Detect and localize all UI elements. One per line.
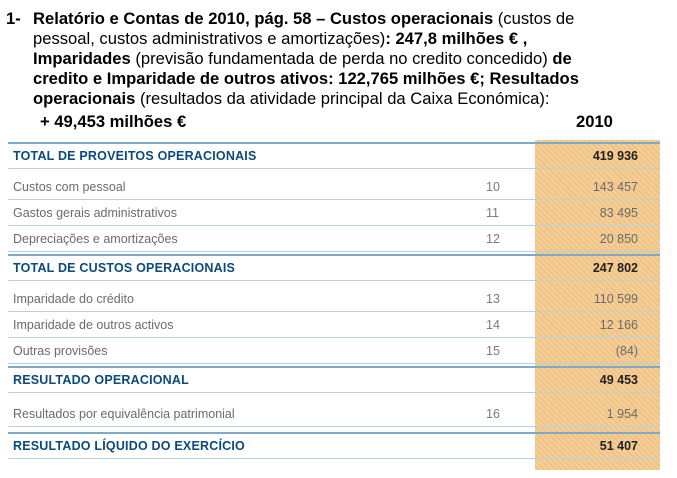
text-run: (resultados da atividade principal da Caixa Económica): xyxy=(135,89,550,108)
total-row xyxy=(8,436,668,458)
paragraph-text xyxy=(33,9,672,109)
paragraph-line xyxy=(33,9,672,29)
row-label: Resultados por equivalência patrimonial xyxy=(13,407,235,421)
table-rule xyxy=(8,363,660,364)
row-label: Imparidade do crédito xyxy=(13,292,134,306)
row-value: (84) xyxy=(615,344,638,358)
table-rule xyxy=(8,426,660,427)
document-paragraph xyxy=(6,9,672,109)
row-value: 1 954 xyxy=(606,407,638,421)
table-rule xyxy=(8,337,660,338)
note-number: 16 xyxy=(486,407,500,421)
table-row xyxy=(8,203,668,225)
text-run: Relatório e Contas de 2010, pág. 58 – Custos operacionais xyxy=(33,9,494,28)
table-rule xyxy=(8,142,660,144)
note-number: 15 xyxy=(486,344,500,358)
paragraph-line xyxy=(33,29,672,49)
table-rule xyxy=(8,311,660,312)
operating-result-summary: + 49,453 milhões € xyxy=(40,112,187,131)
table-rule xyxy=(8,280,660,281)
row-label: Gastos gerais administrativos xyxy=(13,206,177,220)
table-rule xyxy=(8,458,660,459)
total-row xyxy=(8,258,668,280)
note-number: 13 xyxy=(486,292,500,306)
row-value: 110 599 xyxy=(593,292,638,306)
table-row xyxy=(8,177,668,199)
table-rule xyxy=(8,225,660,226)
note-number: 11 xyxy=(486,206,499,220)
row-value: 83 495 xyxy=(599,206,638,220)
text-run: operacionais xyxy=(33,89,136,108)
row-value: 12 166 xyxy=(599,318,638,332)
table-rule xyxy=(8,392,660,393)
text-run: Imparidades xyxy=(33,49,131,68)
row-value: 20 850 xyxy=(599,232,638,246)
table-row xyxy=(8,404,668,426)
text-run: (previsão fundamentada de perda no credito concedido) xyxy=(130,49,553,68)
text-run: (custos de xyxy=(493,9,575,28)
row-label: TOTAL DE CUSTOS OPERACIONAIS xyxy=(13,261,236,275)
row-label: Outras provisões xyxy=(13,344,108,358)
row-value: 49 453 xyxy=(599,373,638,387)
row-label: TOTAL DE PROVEITOS OPERACIONAIS xyxy=(13,149,257,163)
paragraph-line xyxy=(33,49,672,69)
note-number: 12 xyxy=(486,232,500,246)
text-run: pessoal, custos administrativos e amortizações) xyxy=(33,29,386,48)
row-label: Depreciações e amortizações xyxy=(13,232,178,246)
row-value: 419 936 xyxy=(592,149,638,163)
row-label: RESULTADO LÍQUIDO DO EXERCÍCIO xyxy=(13,439,245,453)
table-rule xyxy=(8,251,660,252)
total-row xyxy=(8,146,668,168)
row-value: 51 407 xyxy=(599,439,638,453)
paragraph-line xyxy=(33,89,672,109)
note-number: 10 xyxy=(486,180,500,194)
row-label: RESULTADO OPERACIONAL xyxy=(13,373,189,387)
table-row xyxy=(8,289,668,311)
paragraph-line xyxy=(33,69,672,89)
table-row xyxy=(8,315,668,337)
row-label: Custos com pessoal xyxy=(13,180,126,194)
row-value: 143 457 xyxy=(592,180,638,194)
total-row xyxy=(8,370,668,392)
text-run: : 247,8 milhões € , xyxy=(385,29,528,48)
table-row xyxy=(8,341,668,363)
table-row xyxy=(8,229,668,251)
row-value: 247 802 xyxy=(592,261,638,275)
table-rule xyxy=(8,168,660,169)
table-rule xyxy=(8,366,660,368)
year-column-header: 2010 xyxy=(576,112,613,131)
table-rule xyxy=(8,254,660,256)
row-label: Imparidade de outros activos xyxy=(13,318,174,332)
income-statement-table xyxy=(8,140,668,470)
table-rule xyxy=(8,432,660,434)
note-number: 14 xyxy=(486,318,500,332)
item-number: 1- xyxy=(6,9,21,28)
table-rule xyxy=(8,199,660,200)
text-run: credito e Imparidade de outros ativos: 122,765 milhões €; Resultados xyxy=(33,69,579,88)
text-run: de xyxy=(552,49,572,68)
